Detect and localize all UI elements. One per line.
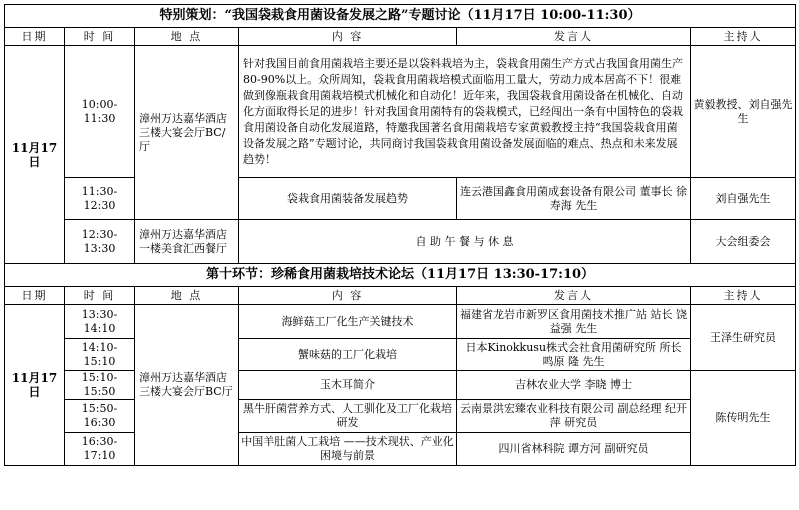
time-cell: 15:10-15:50 bbox=[65, 371, 135, 400]
header-location: 地 点 bbox=[135, 28, 239, 46]
section1-date: 11月17日 bbox=[5, 46, 65, 264]
header-date: 日期 bbox=[5, 28, 65, 46]
header-time: 时 间 bbox=[65, 287, 135, 305]
location-cell: 漳州万达嘉华酒店一楼美食汇西餐厅 bbox=[135, 220, 239, 264]
time-cell: 14:10-15:10 bbox=[65, 339, 135, 371]
content-cell: 袋栽食用菌装备发展趋势 bbox=[239, 178, 457, 220]
schedule bbox=[4, 4, 795, 466]
header-speaker: 发言人 bbox=[457, 287, 691, 305]
section2-title: 第十环节：珍稀食用菌栽培技术论坛（11月17日 13:30-17:10） bbox=[5, 264, 796, 287]
host-cell: 大会组委会 bbox=[691, 220, 796, 264]
speaker-cell: 云南景洪宏臻农业科技有限公司 副总经理 纪开萍 研究员 bbox=[457, 400, 691, 433]
schedule-table bbox=[4, 4, 796, 466]
host-cell: 陈传明先生 bbox=[691, 371, 796, 466]
time-cell: 13:30-14:10 bbox=[65, 305, 135, 339]
discussion-description: 针对我国目前食用菌栽培主要还是以袋料栽培为主，袋栽食用菌生产方式占我国食用菌生产80-90%以上。众所周知，袋栽食用菌栽培模式面临用工量大，劳动力成本居高不下！很难做到像瓶栽食用菌栽培模式机械化和自动化！近年来，我国袋栽食用菌设备在机械化、自动化方面取得长足的进步！针对我国食用菌特有的袋栽模式，已经闯出一条有中国特色的袋栽食用菌设备自动化发展道路，特邀我国著名食用菌栽培专家黄毅教授主持“我国袋栽食用菌设备发展之路”专题讨论，共同商讨我国袋栽食用菌设备发展面临的难点、热点和未来发展趋势！ bbox=[239, 46, 691, 178]
time-cell: 15:50-16:30 bbox=[65, 400, 135, 433]
content-cell: 黑牛肝菌营养方式、人工驯化及工厂化栽培研发 bbox=[239, 400, 457, 433]
lunch-cell: 自 助 午 餐 与 休 息 bbox=[239, 220, 691, 264]
content-cell: 中国羊肚菌人工栽培 ——技术现状、产业化困境与前景 bbox=[239, 433, 457, 466]
header-time: 时 间 bbox=[65, 28, 135, 46]
header-date: 日期 bbox=[5, 287, 65, 305]
speaker-cell: 四川省林科院 谭方河 副研究员 bbox=[457, 433, 691, 466]
speaker-cell: 日本Kinokkusu株式会社食用菌研究所 所长 鸣原 隆 先生 bbox=[457, 339, 691, 371]
time-cell: 16:30-17:10 bbox=[65, 433, 135, 466]
content-cell: 玉木耳简介 bbox=[239, 371, 457, 400]
content-cell: 海鲜菇工厂化生产关键技术 bbox=[239, 305, 457, 339]
host-cell: 刘自强先生 bbox=[691, 178, 796, 220]
time-cell: 12:30-13:30 bbox=[65, 220, 135, 264]
header-host: 主持人 bbox=[691, 287, 796, 305]
header-content: 内 容 bbox=[239, 287, 457, 305]
section2-date: 11月17日 bbox=[5, 305, 65, 466]
speaker-cell: 福建省龙岩市新罗区食用菌技术推广站 站长 饶益强 先生 bbox=[457, 305, 691, 339]
section1-title: 特别策划：“我国袋栽食用菌设备发展之路”专题讨论（11月17日 10:00-11:30） bbox=[5, 5, 796, 28]
speaker-cell: 吉林农业大学 李晓 博士 bbox=[457, 371, 691, 400]
header-location: 地 点 bbox=[135, 287, 239, 305]
location-cell: 漳州万达嘉华酒店三楼大宴会厅BC厅 bbox=[135, 305, 239, 466]
host-cell: 王泽生研究员 bbox=[691, 305, 796, 371]
host-cell: 黄毅教授、刘自强先生 bbox=[691, 46, 796, 178]
location-cell: 漳州万达嘉华酒店三楼大宴会厅BC/厅 bbox=[135, 46, 239, 220]
speaker-cell: 连云港国鑫食用菌成套设备有限公司 董事长 徐寿海 先生 bbox=[457, 178, 691, 220]
header-content: 内 容 bbox=[239, 28, 457, 46]
header-host: 主持人 bbox=[691, 28, 796, 46]
content-cell: 蟹味菇的工厂化栽培 bbox=[239, 339, 457, 371]
time-cell: 11:30-12:30 bbox=[65, 178, 135, 220]
time-cell: 10:00-11:30 bbox=[65, 46, 135, 178]
header-speaker: 发言人 bbox=[457, 28, 691, 46]
